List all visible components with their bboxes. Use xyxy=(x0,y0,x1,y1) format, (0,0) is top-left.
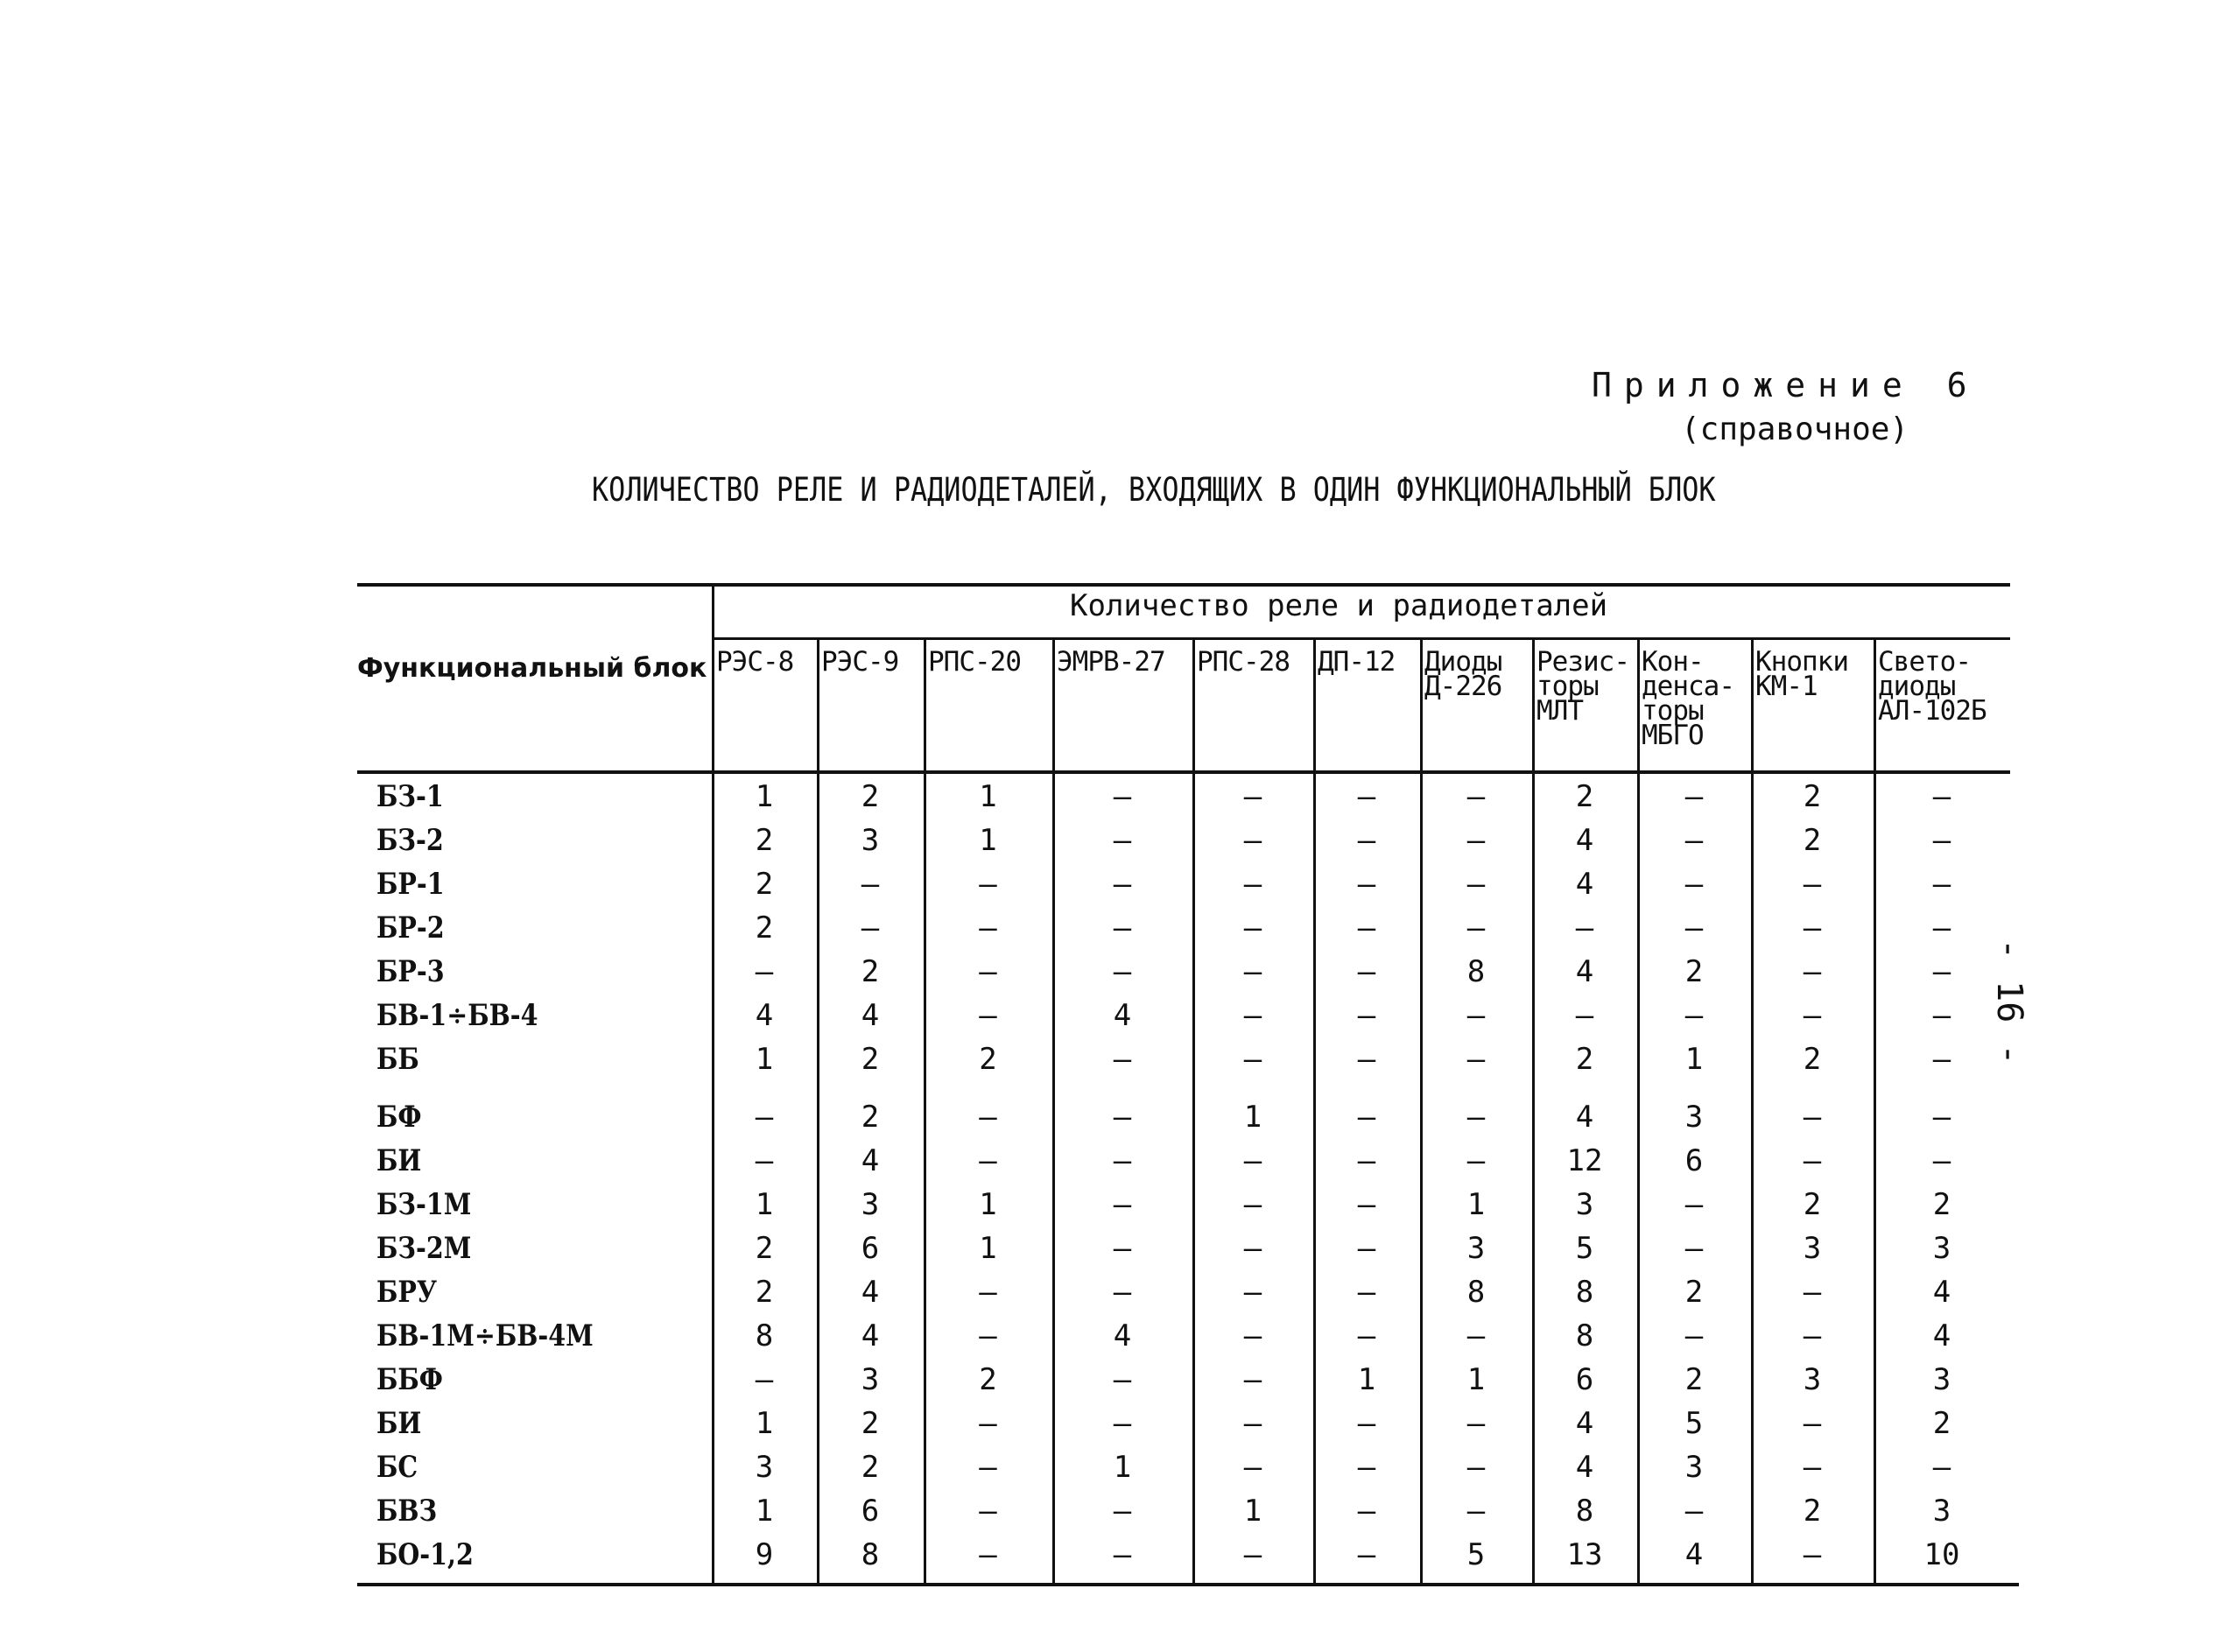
table-cell: – xyxy=(1113,1406,1132,1441)
table-cell: – xyxy=(1466,998,1486,1033)
table-cell: 1 xyxy=(755,1042,774,1077)
table-cell: – xyxy=(1113,1537,1132,1572)
table-cell: – xyxy=(1684,910,1704,946)
table-cell: – xyxy=(1243,1275,1262,1310)
table-cell: 3 xyxy=(1932,1362,1951,1397)
table-cell: 10 xyxy=(1923,1537,1960,1572)
table-cell: – xyxy=(1357,1494,1376,1529)
column-header xyxy=(1318,646,1396,678)
column-header-line: Резис- xyxy=(1536,646,1629,678)
table-cell: 8 xyxy=(1466,954,1486,989)
table-cell: 8 xyxy=(861,1537,880,1572)
table-cell: – xyxy=(1243,1406,1262,1441)
table-bottom-rule xyxy=(357,1583,2019,1586)
column-header-line: ДП-12 xyxy=(1318,646,1396,678)
column-header-line: РПС-28 xyxy=(1197,646,1290,678)
header-bottom-rule xyxy=(357,770,2010,774)
table-cell: 6 xyxy=(861,1494,880,1529)
table-cell: 2 xyxy=(1932,1406,1951,1441)
table-cell: – xyxy=(1357,867,1376,902)
column-header xyxy=(1755,646,1848,702)
table-cell: – xyxy=(1357,954,1376,989)
row-label: БО-1,2 xyxy=(376,1537,474,1572)
table-cell: – xyxy=(1243,823,1262,858)
table-cell: 1 xyxy=(979,1231,997,1266)
table-cell: 13 xyxy=(1566,1537,1603,1572)
table-cell: 1 xyxy=(1243,1100,1262,1135)
column-header-line: Свето- xyxy=(1878,646,1971,678)
table-cell: – xyxy=(1357,998,1376,1033)
table-cell: – xyxy=(1803,1143,1822,1178)
table-cell: 4 xyxy=(861,1143,880,1178)
table-cell: 8 xyxy=(1575,1494,1594,1529)
table-cell: 3 xyxy=(1684,1450,1704,1485)
table-cell: – xyxy=(1932,910,1951,946)
table-cell: – xyxy=(1243,1362,1262,1397)
table-cell: – xyxy=(1803,954,1822,989)
column-header xyxy=(928,646,1021,678)
table-cell: 2 xyxy=(1803,1187,1822,1222)
table-cell: – xyxy=(1113,1275,1132,1310)
table-cell: 1 xyxy=(979,779,997,814)
table-cell: – xyxy=(1357,1537,1376,1572)
table-cell: 3 xyxy=(1932,1494,1951,1529)
table-cell: – xyxy=(1113,1362,1132,1397)
column-divider xyxy=(1420,639,1423,1585)
table-cell: 4 xyxy=(1575,823,1594,858)
table-cell: 4 xyxy=(1575,954,1594,989)
table-cell: – xyxy=(1684,998,1704,1033)
table-cell: 4 xyxy=(1575,1100,1594,1135)
table-cell: 2 xyxy=(755,910,774,946)
table-cell: – xyxy=(1684,1318,1704,1353)
table-cell: 1 xyxy=(979,823,997,858)
table-cell: – xyxy=(1113,1231,1132,1266)
table-cell: – xyxy=(1932,823,1951,858)
table-cell: 4 xyxy=(755,998,774,1033)
table-cell: – xyxy=(979,910,997,946)
table-cell: – xyxy=(1466,823,1486,858)
table-cell: – xyxy=(979,1100,997,1135)
table-cell: – xyxy=(1113,1100,1132,1135)
column-divider xyxy=(1874,639,1876,1585)
table-cell: – xyxy=(979,1537,997,1572)
table-cell: 2 xyxy=(1575,779,1594,814)
table-cell: – xyxy=(1932,1450,1951,1485)
table-cell: – xyxy=(755,1100,774,1135)
table-cell: 2 xyxy=(861,1406,880,1441)
table-cell: – xyxy=(755,1143,774,1178)
row-label: БС xyxy=(376,1450,418,1485)
column-divider xyxy=(817,639,819,1585)
table-cell: – xyxy=(1357,779,1376,814)
column-header-line: РЭС-9 xyxy=(821,646,899,678)
column-header xyxy=(1536,646,1629,727)
table-cell: – xyxy=(1243,910,1262,946)
table-cell: 2 xyxy=(1803,1494,1822,1529)
column-header-line: ЭМРВ-27 xyxy=(1057,646,1165,678)
table-cell: – xyxy=(1243,1042,1262,1077)
table-cell: 2 xyxy=(1803,779,1822,814)
column-header-line: диоды xyxy=(1878,671,1956,702)
column-header xyxy=(716,646,794,678)
table-cell: – xyxy=(1466,1406,1486,1441)
table-cell: 1 xyxy=(755,1187,774,1222)
column-divider xyxy=(1532,639,1535,1585)
table-cell: 2 xyxy=(1575,1042,1594,1077)
table-cell: – xyxy=(1243,1143,1262,1178)
column-header-line: МБГО xyxy=(1642,720,1704,751)
table-cell: – xyxy=(1466,1042,1486,1077)
table-cell: – xyxy=(1575,910,1594,946)
column-divider xyxy=(712,587,714,1585)
column-header xyxy=(1642,646,1734,751)
table-cell: 4 xyxy=(1113,1318,1132,1353)
column-header xyxy=(1424,646,1502,702)
column-header xyxy=(1197,646,1290,678)
table-cell: 1 xyxy=(755,1406,774,1441)
table-cell: 3 xyxy=(1684,1100,1704,1135)
table-cell: 1 xyxy=(979,1187,997,1222)
table-cell: – xyxy=(1243,867,1262,902)
row-label: БФ xyxy=(376,1100,422,1135)
row-label: БР-3 xyxy=(376,954,445,989)
row-label: БИ xyxy=(376,1406,422,1441)
table-cell: – xyxy=(1357,1042,1376,1077)
column-header-line: РЭС-8 xyxy=(716,646,794,678)
table-cell: – xyxy=(1243,1450,1262,1485)
table-cell: 3 xyxy=(1575,1187,1594,1222)
table-cell: 1 xyxy=(1113,1450,1132,1485)
table-cell: 2 xyxy=(861,1042,880,1077)
table-cell: 1 xyxy=(1466,1362,1486,1397)
table-cell: – xyxy=(861,867,880,902)
table-cell: – xyxy=(1357,910,1376,946)
table-cell: 6 xyxy=(861,1231,880,1266)
table-cell: – xyxy=(1243,954,1262,989)
table-cell: – xyxy=(979,1275,997,1310)
table-cell: 2 xyxy=(755,867,774,902)
column-header-line: торы xyxy=(1642,695,1704,727)
column-divider xyxy=(1192,639,1195,1585)
table-cell: 2 xyxy=(861,954,880,989)
table-cell: 2 xyxy=(1684,1362,1704,1397)
column-header-line: Д-226 xyxy=(1424,671,1502,702)
table-cell: – xyxy=(1932,1143,1951,1178)
table-cell: 9 xyxy=(755,1537,774,1572)
table-cell: – xyxy=(1113,954,1132,989)
table-cell: 2 xyxy=(1803,1042,1822,1077)
group-header-rule xyxy=(713,637,2010,640)
row-label: БЗ-1М xyxy=(376,1187,472,1222)
table-cell: – xyxy=(1113,779,1132,814)
table-cell: – xyxy=(1243,1187,1262,1222)
table-cell: – xyxy=(979,1143,997,1178)
table-cell: – xyxy=(1243,998,1262,1033)
row-label: БИ xyxy=(376,1143,422,1178)
table-cell: – xyxy=(1684,1187,1704,1222)
table-cell: – xyxy=(1113,1187,1132,1222)
row-label: БР-2 xyxy=(376,910,445,946)
row-label: БЗ-2 xyxy=(376,823,444,858)
table-cell: – xyxy=(1243,779,1262,814)
table-cell: 3 xyxy=(755,1450,774,1485)
table-cell: – xyxy=(1113,1042,1132,1077)
column-header-line: АЛ-102Б xyxy=(1878,695,1986,727)
column-header-line: торы xyxy=(1536,671,1599,702)
table-cell: – xyxy=(1113,910,1132,946)
table-cell: – xyxy=(1113,823,1132,858)
table-cell: 2 xyxy=(1684,1275,1704,1310)
row-label: БВЗ xyxy=(376,1494,438,1529)
appendix-subtitle: (справочное) xyxy=(1681,411,1909,447)
table-cell: 8 xyxy=(755,1318,774,1353)
table-cell: – xyxy=(1466,779,1486,814)
table-cell: 2 xyxy=(861,1100,880,1135)
table-cell: 4 xyxy=(1684,1537,1704,1572)
table-cell: 3 xyxy=(1932,1231,1951,1266)
table-cell: 5 xyxy=(1684,1406,1704,1441)
column-divider xyxy=(924,639,926,1585)
table-cell: 2 xyxy=(755,1231,774,1266)
row-label: БР-1 xyxy=(376,867,445,902)
column-header-line: РПС-20 xyxy=(928,646,1021,678)
column-header-line: Кнопки xyxy=(1755,646,1848,678)
table-cell: 4 xyxy=(1113,998,1132,1033)
table-cell: 4 xyxy=(861,1275,880,1310)
table-cell: 2 xyxy=(1803,823,1822,858)
table-cell: – xyxy=(1803,1100,1822,1135)
table-cell: – xyxy=(979,1494,997,1529)
table-group-header: Количество реле и радиодеталей xyxy=(1070,588,1608,623)
table-cell: 4 xyxy=(1575,867,1594,902)
document-title: КОЛИЧЕСТВО РЕЛЕ И РАДИОДЕТАЛЕЙ, ВХОДЯЩИХ В ОДИН ФУНКЦИОНАЛЬНЫЙ БЛОК xyxy=(592,471,1716,509)
column-header-line: МЛТ xyxy=(1536,695,1583,727)
table-cell: – xyxy=(1684,823,1704,858)
table-cell: – xyxy=(1466,1494,1486,1529)
table-cell: 1 xyxy=(755,779,774,814)
row-label: ББ xyxy=(376,1042,419,1077)
table-cell: – xyxy=(1803,1318,1822,1353)
row-label: БЗ-1 xyxy=(376,779,444,814)
column-header-line: КМ-1 xyxy=(1755,671,1818,702)
table-cell: 4 xyxy=(1932,1318,1951,1353)
table-cell: 3 xyxy=(861,1362,880,1397)
table-cell: 1 xyxy=(1243,1494,1262,1529)
table-cell: 12 xyxy=(1566,1143,1603,1178)
table-cell: 1 xyxy=(1684,1042,1704,1077)
table-cell: 2 xyxy=(979,1042,997,1077)
page-number: - 16 - xyxy=(1989,938,2029,1065)
table-cell: – xyxy=(1932,779,1951,814)
table-cell: 8 xyxy=(1466,1275,1486,1310)
table-cell: 2 xyxy=(755,1275,774,1310)
column-header-line: Диоды xyxy=(1424,646,1502,678)
table-cell: – xyxy=(1803,1275,1822,1310)
table-cell: – xyxy=(1684,867,1704,902)
table-cell: 1 xyxy=(1357,1362,1376,1397)
table-cell: 2 xyxy=(755,823,774,858)
table-cell: – xyxy=(1113,1494,1132,1529)
table-top-rule xyxy=(357,583,2010,587)
table-cell: – xyxy=(1357,1275,1376,1310)
table-cell: – xyxy=(755,1362,774,1397)
table-cell: 6 xyxy=(1575,1362,1594,1397)
table-cell: – xyxy=(1113,1143,1132,1178)
column-divider xyxy=(1052,639,1055,1585)
table-cell: – xyxy=(1684,779,1704,814)
table-cell: 3 xyxy=(1466,1231,1486,1266)
table-cell: – xyxy=(979,1450,997,1485)
table-cell: – xyxy=(1466,1318,1486,1353)
table-cell: – xyxy=(1932,954,1951,989)
table-cell: – xyxy=(1466,1143,1486,1178)
table-cell: – xyxy=(1684,1494,1704,1529)
table-cell: 4 xyxy=(1932,1275,1951,1310)
row-label: БРУ xyxy=(376,1275,438,1310)
table-cell: – xyxy=(1684,1231,1704,1266)
table-cell: – xyxy=(1803,867,1822,902)
table-cell: 4 xyxy=(861,998,880,1033)
table-cell: – xyxy=(979,1406,997,1441)
table-cell: 6 xyxy=(1684,1143,1704,1178)
table-cell: – xyxy=(1243,1537,1262,1572)
table-cell: – xyxy=(1357,823,1376,858)
table-cell: – xyxy=(1932,998,1951,1033)
table-cell: 4 xyxy=(1575,1450,1594,1485)
table-cell: – xyxy=(1803,998,1822,1033)
table-cell: 3 xyxy=(861,1187,880,1222)
column-header-line: денса- xyxy=(1642,671,1734,702)
column-divider xyxy=(1637,639,1640,1585)
table-cell: – xyxy=(1357,1450,1376,1485)
column-header xyxy=(1057,646,1165,678)
table-cell: – xyxy=(1466,867,1486,902)
table-cell: 4 xyxy=(1575,1406,1594,1441)
column-divider xyxy=(1751,639,1754,1585)
table-cell: 3 xyxy=(1803,1231,1822,1266)
column-header xyxy=(1878,646,1986,727)
table-cell: – xyxy=(1243,1318,1262,1353)
table-cell: – xyxy=(979,998,997,1033)
table-cell: – xyxy=(1932,1100,1951,1135)
appendix-title: Приложение 6 xyxy=(1592,366,1979,404)
table-cell: – xyxy=(1932,867,1951,902)
table-cell: 2 xyxy=(861,1450,880,1485)
row-label: БВ-1÷БВ-4 xyxy=(376,998,538,1033)
table-cell: 8 xyxy=(1575,1318,1594,1353)
table-cell: – xyxy=(979,954,997,989)
table-cell: 1 xyxy=(755,1494,774,1529)
row-label: ББФ xyxy=(376,1362,443,1397)
table-cell: 3 xyxy=(861,823,880,858)
table-cell: – xyxy=(1357,1318,1376,1353)
table-cell: 1 xyxy=(1466,1187,1486,1222)
table-cell: 4 xyxy=(861,1318,880,1353)
table-cell: – xyxy=(1575,998,1594,1033)
table-cell: – xyxy=(1113,867,1132,902)
table-cell: 2 xyxy=(1684,954,1704,989)
table-cell: – xyxy=(979,867,997,902)
table-cell: 2 xyxy=(979,1362,997,1397)
table-cell: – xyxy=(755,954,774,989)
table-cell: 5 xyxy=(1575,1231,1594,1266)
table-cell: 2 xyxy=(1932,1187,1951,1222)
table-cell: – xyxy=(861,910,880,946)
table-cell: – xyxy=(1357,1100,1376,1135)
table-cell: – xyxy=(1803,1537,1822,1572)
row-label: БВ-1М÷БВ-4М xyxy=(376,1318,594,1353)
table-cell: – xyxy=(1466,910,1486,946)
table-cell: – xyxy=(1243,1231,1262,1266)
table-cell: 8 xyxy=(1575,1275,1594,1310)
table-cell: – xyxy=(1357,1406,1376,1441)
table-cell: 5 xyxy=(1466,1537,1486,1572)
table-cell: – xyxy=(1357,1143,1376,1178)
column-header xyxy=(821,646,899,678)
row-label: БЗ-2М xyxy=(376,1231,472,1266)
table-cell: – xyxy=(1932,1042,1951,1077)
table-cell: – xyxy=(1803,1450,1822,1485)
row-header: Функциональный блок xyxy=(357,653,707,684)
table-cell: – xyxy=(1466,1100,1486,1135)
table-cell: – xyxy=(1357,1231,1376,1266)
table-cell: – xyxy=(1803,1406,1822,1441)
column-divider xyxy=(1313,639,1316,1585)
table-cell: – xyxy=(979,1318,997,1353)
table-cell: – xyxy=(1803,910,1822,946)
column-header-line: Кон- xyxy=(1642,646,1704,678)
table-cell: 3 xyxy=(1803,1362,1822,1397)
table-cell: – xyxy=(1466,1450,1486,1485)
table-cell: 2 xyxy=(861,779,880,814)
table-cell: – xyxy=(1357,1187,1376,1222)
